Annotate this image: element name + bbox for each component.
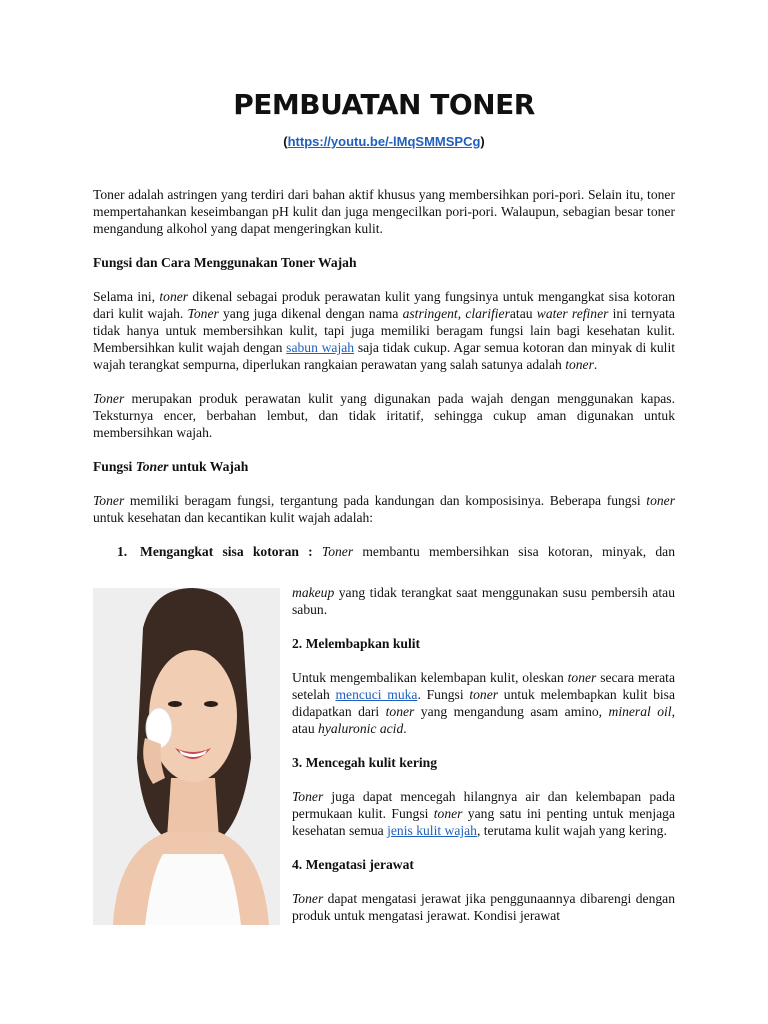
- link-sabun-wajah[interactable]: sabun wajah: [286, 340, 355, 355]
- link-mencuci-muka[interactable]: mencuci muka: [335, 687, 418, 702]
- list-item-1-continued: makeup yang tidak terangkat saat menggunakan susu pembersih atau sabun.: [292, 585, 675, 617]
- source-open-paren: (: [283, 134, 288, 149]
- woman-with-cotton-pad-photo: [93, 588, 280, 925]
- source-link[interactable]: https://youtu.be/-lMqSMMSPCg: [287, 134, 481, 149]
- section1-heading: Fungsi dan Cara Menggunakan Toner Wajah: [93, 255, 357, 270]
- section2-paragraph1: Toner memiliki beragam fungsi, tergantung pada kandungan dan komposisinya. Beberapa fungsi toner untuk kesehatan dan kecantikan kulit wajah adalah:: [93, 493, 675, 525]
- item4-heading: 4. Mengatasi jerawat: [292, 857, 414, 872]
- section1-paragraph1: Selama ini, toner dikenal sebagai produk perawatan kulit yang fungsinya untuk mengangkat sisa kotoran dari kulit wajah. Toner yang juga dikenal dengan nama astringent, clarifieratau water refiner ini ternyata tidak hanya untuk membersihkan kulit, tapi juga memiliki beragam fungsi lain bagi kesehatan kulit. Membersihkan kulit wajah dengan sabun wajah saja tidak cukup. Agar semua kotoran dan minyak di kulit wajah terangkat sempurna, diperlukan rangkaian perawatan yang salah satunya adalah toner.: [93, 289, 676, 372]
- page-title: PEMBUATAN TONER: [233, 88, 535, 121]
- item4-paragraph: Toner dapat mengatasi jerawat jika penggunaannya dibarengi dengan produk untuk mengatasi jerawat. Kondisi jerawat: [292, 891, 675, 923]
- list-item-1-line1: 1. Mengangkat sisa kotoran : Toner membantu membersihkan sisa kotoran, minyak, dan: [117, 544, 675, 559]
- section2-heading: Fungsi Toner untuk Wajah: [93, 459, 249, 474]
- item2-heading: 2. Melembapkan kulit: [292, 636, 421, 651]
- document-body: [93, 186, 675, 560]
- item3-paragraph: Toner juga dapat mencegah hilangnya air dan kelembapan pada permukaan kulit. Fungsi toner yang satu ini penting untuk menjaga kesehatan semua jenis kulit wajah, terutama kulit wajah yang kering.: [292, 789, 675, 838]
- source-close-paren: ): [480, 134, 485, 149]
- link-jenis-kulit-wajah[interactable]: jenis kulit wajah: [387, 823, 477, 838]
- intro-paragraph: Toner adalah astringen yang terdiri dari bahan aktif khusus yang membersihkan pori-pori. Selain itu, toner mempertahankan keseimbangan pH kulit dan juga mengecilkan pori-pori. Walaupun, sebagian besar toner mengandung alkohol yang dapat mengeringkan kulit.: [93, 187, 675, 236]
- section1-paragraph2: Toner merupakan produk perawatan kulit yang digunakan pada wajah dengan menggunakan kapas. Teksturnya encer, berbahan lembut, dan tidak iritatif, sehingga cukup aman digunakan untuk membersihkan wajah.: [93, 391, 675, 440]
- right-column: [292, 575, 675, 924]
- item3-heading: 3. Mencegah kulit kering: [292, 755, 437, 770]
- source-line: [0, 134, 768, 149]
- item2-paragraph: Untuk mengembalikan kelembapan kulit, oleskan toner secara merata setelah mencuci muka. Fungsi toner untuk melembapkan kulit bisa didapatkan dari toner yang mengandung asam amino, mineral oil, atau hyaluronic acid.: [292, 670, 675, 736]
- list-item-1-number: 1.: [117, 544, 128, 559]
